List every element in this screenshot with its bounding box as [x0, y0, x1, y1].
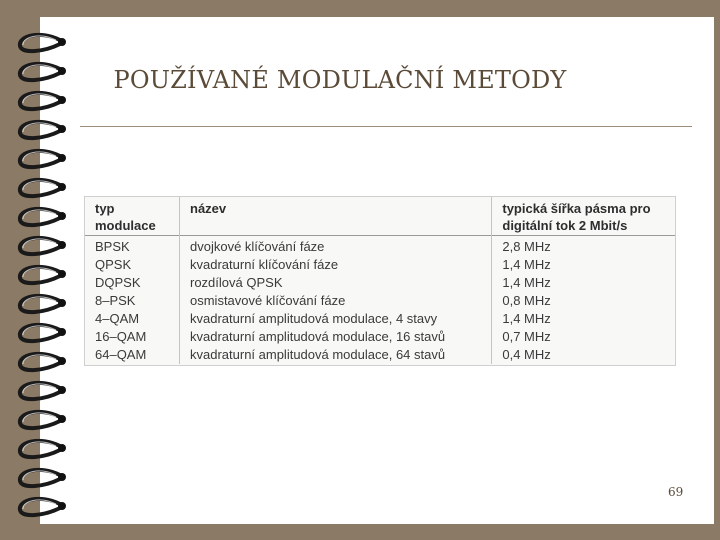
cell-bandwidth: 0,4 MHz — [492, 346, 675, 364]
table-row — [85, 292, 675, 310]
spiral-ring — [20, 325, 66, 341]
cell-name: kvadraturní amplitudová modulace, 4 stavy — [180, 310, 492, 328]
title-divider — [80, 126, 692, 127]
cell-bandwidth: 1,4 MHz — [492, 256, 675, 274]
cell-type: 4–QAM — [95, 311, 140, 326]
header-name: název — [180, 197, 492, 236]
spiral-ring — [20, 267, 66, 283]
spiral-ring — [20, 93, 66, 109]
table-row — [85, 274, 675, 292]
cell-name: dvojkové klíčování fáze — [180, 236, 492, 257]
cell-type: 8–PSK — [95, 293, 136, 308]
spiral-ring — [20, 151, 66, 167]
cell-name: osmistavové klíčování fáze — [180, 292, 492, 310]
spiral-ring — [20, 412, 66, 428]
cell-bandwidth: 1,4 MHz — [492, 310, 675, 328]
spiral-ring — [20, 35, 66, 51]
spiral-ring — [20, 122, 66, 138]
header-bandwidth: typická šířka pásma pro digitální tok 2 Mbit/s — [492, 197, 675, 236]
cell-bandwidth: 1,4 MHz — [492, 274, 675, 292]
spiral-ring — [20, 238, 66, 254]
spiral-ring — [20, 499, 66, 515]
cell-bandwidth: 2,8 MHz — [492, 236, 675, 257]
cell-name: kvadraturní amplitudová modulace, 64 stavů — [180, 346, 492, 364]
spiral-binding — [0, 24, 80, 524]
cell-name: kvadraturní klíčování fáze — [180, 256, 492, 274]
cell-type: DQPSK — [95, 275, 141, 290]
spiral-ring — [20, 441, 66, 457]
cell-bandwidth: 0,8 MHz — [492, 292, 675, 310]
table-header-row — [85, 197, 675, 236]
page-number: 69 — [668, 485, 684, 499]
cell-type: 16–QAM — [95, 329, 147, 344]
cell-bandwidth: 0,7 MHz — [492, 328, 675, 346]
slide-title: POUŽÍVANÉ MODULAČNÍ METODY — [113, 66, 567, 94]
table-row — [85, 256, 675, 274]
header-type: typ modulace — [95, 201, 156, 233]
cell-name: kvadraturní amplitudová modulace, 16 stavů — [180, 328, 492, 346]
spiral-ring — [20, 470, 66, 486]
table-row — [85, 236, 675, 257]
spiral-ring — [20, 383, 66, 399]
cell-type: BPSK — [95, 239, 130, 254]
table-row — [85, 328, 675, 346]
cell-type: QPSK — [95, 257, 132, 272]
table-row — [85, 310, 675, 328]
spiral-ring — [20, 354, 66, 370]
modulation-table-image — [84, 196, 676, 366]
spiral-ring — [20, 180, 66, 196]
modulation-table — [85, 197, 675, 364]
spiral-ring — [20, 209, 66, 225]
spiral-ring — [20, 296, 66, 312]
cell-name: rozdílová QPSK — [180, 274, 492, 292]
table-row — [85, 346, 675, 364]
cell-type: 64–QAM — [95, 347, 147, 362]
